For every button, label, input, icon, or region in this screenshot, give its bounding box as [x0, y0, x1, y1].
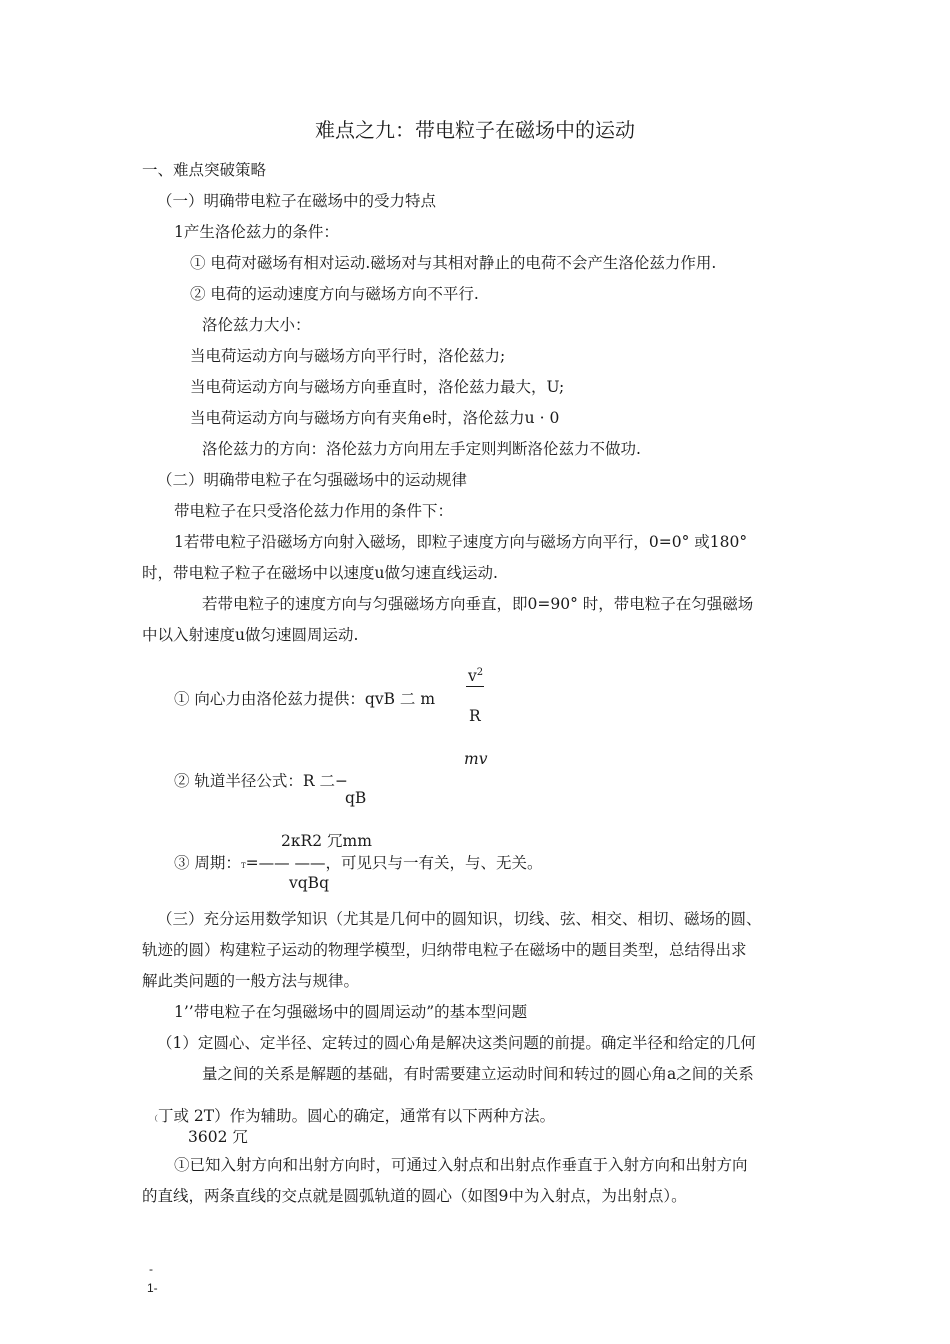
- paragraph-line: 当电荷运动方向与磁场方向有夹角e时，洛伦兹力u · 0: [190, 409, 560, 427]
- section-heading: 一、难点突破策略: [142, 161, 267, 179]
- subsection-heading: （一）明确带电粒子在磁场中的受力特点: [157, 192, 437, 210]
- paragraph-line: 洛伦兹力的方向：洛伦兹力方向用左手定则判断洛伦兹力不做功.: [202, 440, 641, 458]
- formula-denominator: R: [469, 707, 481, 725]
- paragraph-line: 中以入射速度u做匀速圆周运动.: [142, 626, 359, 644]
- paragraph-line: 轨迹的圆）构建粒子运动的物理学模型，归纳带电粒子在磁场中的题目类型，总结得出求: [142, 941, 747, 959]
- paragraph-line: （丁或 2T）作为辅助。圆心的确定，通常有以下两种方法。: [150, 1107, 556, 1125]
- paragraph-line: 若带电粒子的速度方向与匀强磁场方向垂直，即0=90° 时，带电粒子在匀强磁场: [202, 595, 754, 613]
- paragraph-line: 时，带电粒子粒子在磁场中以速度u做匀速直线运动.: [142, 564, 498, 582]
- paragraph-line: ①已知入射方向和出射方向时，可通过入射点和出射点作垂直于入射方向和出射方向: [174, 1156, 748, 1174]
- page-number: 1-: [147, 1281, 158, 1295]
- condition-line: ① 电荷对磁场有相对运动.磁场对与其相对静止的电荷不会产生洛伦兹力作用.: [190, 254, 717, 272]
- formula-numerator: $v^2$: [468, 667, 484, 685]
- condition-line: ② 电荷的运动速度方向与磁场方向不平行.: [190, 285, 479, 303]
- footer-dash: -: [149, 1262, 153, 1276]
- paragraph-line: 当电荷运动方向与磁场方向垂直时，洛伦兹力最大，U;: [190, 378, 565, 396]
- paragraph-line: 洛伦兹力大小：: [202, 316, 311, 334]
- page-title: 难点之九：带电粒子在磁场中的运动: [315, 118, 635, 142]
- paragraph-line: 量之间的关系是解题的基础，有时需要建立运动时间和转过的圆心角a之间的关系: [202, 1065, 754, 1083]
- paragraph-line: 的直线，两条直线的交点就是圆弧轨道的圆心（如图9中为入射点，为出射点）。: [142, 1187, 687, 1205]
- paragraph-line: 当电荷运动方向与磁场方向平行时，洛伦兹力;: [190, 347, 506, 365]
- formula-denominator: qB: [345, 789, 367, 807]
- formula-denominator: vqBq: [289, 874, 329, 892]
- paragraph-line: 带电粒子在只受洛伦兹力作用的条件下：: [174, 502, 454, 520]
- formula-numerator: mv: [464, 750, 488, 768]
- formula-numerator: 2κR2 冗mm: [281, 832, 372, 850]
- paragraph-line: 1若带电粒子沿磁场方向射入磁场，即粒子速度方向与磁场方向平行，0=0° 或180°: [174, 533, 748, 551]
- formula-label: ③ 周期：T=—— ——，可见只与一有关，与、无关。: [174, 854, 543, 872]
- item-heading: 1’’带电粒子在匀强磁场中的圆周运动”的基本型问题: [174, 1003, 528, 1021]
- formula-label: ② 轨道半径公式：R 二−: [174, 772, 349, 790]
- formula-denominator: 3602 冗: [188, 1128, 248, 1146]
- paragraph-line: 解此类问题的一般方法与规律。: [142, 972, 360, 990]
- paragraph-line: （1）定圆心、定半径、定转过的圆心角是解决这类问题的前提。确定半径和给定的几何: [157, 1034, 756, 1052]
- subsection-heading: （二）明确带电粒子在匀强磁场中的运动规律: [157, 471, 468, 489]
- paragraph-line: （三）充分运用数学知识（尤其是几何中的圆知识，切线、弦、相交、相切、磁场的圆、: [157, 910, 762, 928]
- formula-label: ① 向心力由洛伦兹力提供：qvB 二 m: [174, 690, 436, 708]
- item-heading: 1产生洛伦兹力的条件：: [174, 223, 339, 241]
- fraction-bar: [466, 686, 484, 687]
